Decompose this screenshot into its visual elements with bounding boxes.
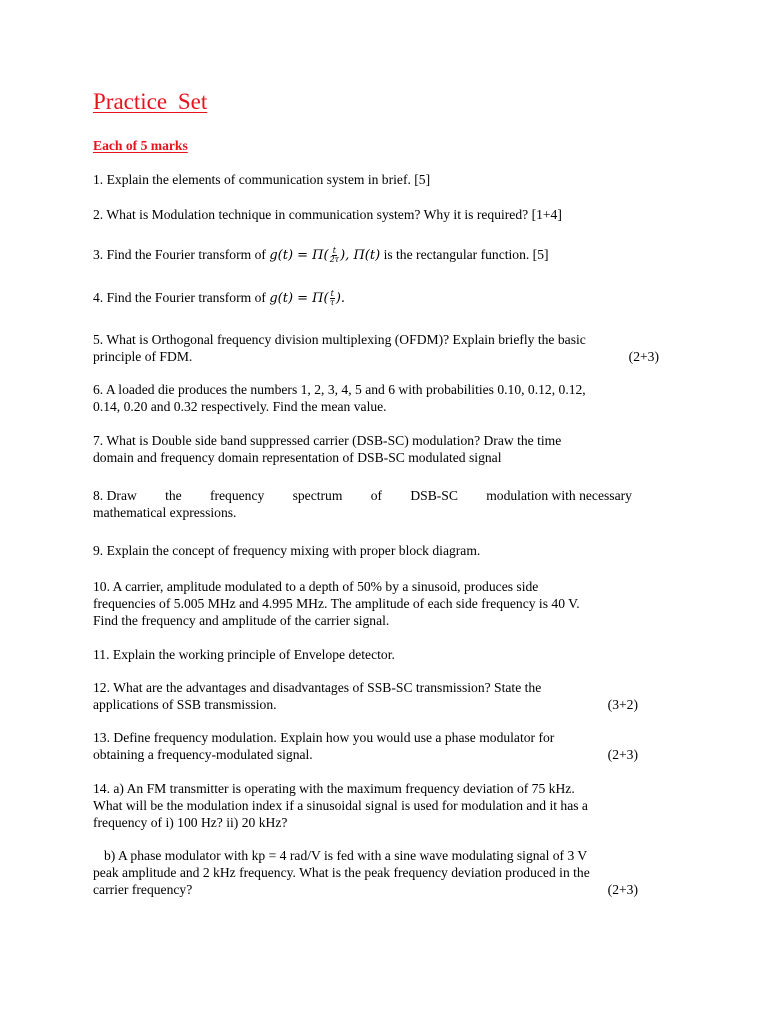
question-suffix: is the rectangular function. [5] bbox=[380, 247, 549, 262]
section-subtitle: Each of 5 marks bbox=[93, 138, 188, 153]
question-14b bbox=[93, 847, 659, 898]
question-line: domain and frequency domain representation of DSB-SC modulated signal bbox=[93, 450, 502, 465]
question-word: DSB-SC bbox=[410, 488, 458, 503]
formula-g: g(t) = Π( bbox=[269, 248, 329, 263]
marks-label: (2+3) bbox=[607, 747, 638, 762]
question-word: frequency bbox=[209, 488, 265, 503]
question-8 bbox=[93, 487, 659, 521]
question-line: 0.14, 0.20 and 0.32 respectively. Find the mean value. bbox=[93, 399, 387, 414]
fraction-denominator: 2τ bbox=[329, 255, 340, 265]
question-text: 2. What is Modulation technique in communication system? Why it is required? [1+4] bbox=[93, 207, 562, 222]
question-word: 8. Draw bbox=[93, 488, 137, 503]
formula-g: g(t) = Π( bbox=[269, 291, 329, 306]
question-text: 1. Explain the elements of communication system in brief. [5] bbox=[93, 172, 431, 187]
question-line: 5. What is Orthogonal frequency division multiplexing (OFDM)? Explain briefly the basic bbox=[93, 332, 586, 347]
question-13 bbox=[93, 729, 659, 763]
question-line: 14. a) An FM transmitter is operating with the maximum frequency deviation of 75 kHz. bbox=[93, 781, 575, 796]
marks-label: (3+2) bbox=[607, 697, 638, 712]
question-line: 13. Define frequency modulation. Explain how you would use a phase modulator for bbox=[93, 730, 555, 745]
fraction-numerator: t bbox=[332, 246, 336, 256]
question-line: mathematical expressions. bbox=[93, 505, 237, 520]
question-line: 7. What is Double side band suppressed carrier (DSB-SC) modulation? Draw the time bbox=[93, 433, 562, 448]
question-line: principle of FDM. bbox=[93, 349, 193, 364]
question-line: applications of SSB transmission. bbox=[93, 697, 277, 712]
question-line: 6. A loaded die produces the numbers 1, 2, 3, 4, 5 and 6 with probabilities 0.10, 0.12, 0.12, bbox=[93, 382, 586, 397]
question-10 bbox=[93, 578, 659, 629]
question-line: 12. What are the advantages and disadvantages of SSB-SC transmission? State the bbox=[93, 680, 542, 695]
marks-label: (2+3) bbox=[628, 349, 659, 364]
question-word: modulation with necessary bbox=[486, 488, 632, 503]
question-line: obtaining a frequency-modulated signal. bbox=[93, 747, 313, 762]
question-text: 9. Explain the concept of frequency mixing with proper block diagram. bbox=[93, 543, 481, 558]
question-text: 11. Explain the working principle of Envelope detector. bbox=[93, 647, 395, 662]
question-11 bbox=[93, 646, 659, 663]
question-12 bbox=[93, 679, 659, 713]
question-4 bbox=[93, 287, 659, 310]
formula-close: ), bbox=[340, 248, 350, 263]
fraction bbox=[330, 247, 340, 264]
question-word: of bbox=[370, 488, 383, 503]
page-title: Practice Set bbox=[93, 89, 208, 114]
fraction bbox=[330, 290, 335, 307]
question-9 bbox=[93, 542, 659, 559]
question-line: b) A phase modulator with kp = 4 rad/V is fed with a sine wave modulating signal of 3 V bbox=[104, 848, 588, 863]
question-word: the bbox=[165, 488, 182, 503]
fraction-numerator: t bbox=[330, 289, 334, 299]
question-3 bbox=[93, 244, 659, 267]
question-line: peak amplitude and 2 kHz frequency. What is the peak frequency deviation produced in the bbox=[93, 865, 590, 880]
question-line: carrier frequency? bbox=[93, 882, 193, 897]
question-7 bbox=[93, 432, 659, 466]
question-14a bbox=[93, 780, 659, 831]
formula-close: ). bbox=[335, 291, 346, 306]
question-line: frequencies of 5.005 MHz and 4.995 MHz. The amplitude of each side frequency is 40 V. bbox=[93, 596, 580, 611]
question-line: Find the frequency and amplitude of the carrier signal. bbox=[93, 613, 390, 628]
question-line: 10. A carrier, amplitude modulated to a depth of 50% by a sinusoid, produces side bbox=[93, 579, 539, 594]
question-prefix: 4. Find the Fourier transform of bbox=[93, 290, 270, 305]
formula-pi: Π(t) bbox=[349, 248, 381, 263]
question-6 bbox=[93, 381, 659, 415]
question-2 bbox=[93, 206, 659, 223]
fraction-denominator: τ bbox=[329, 298, 335, 308]
question-word: spectrum bbox=[292, 488, 343, 503]
question-1 bbox=[93, 171, 659, 188]
question-5 bbox=[93, 331, 659, 365]
marks-label: (2+3) bbox=[607, 882, 638, 897]
question-line: What will be the modulation index if a sinusoidal signal is used for modulation and it has a bbox=[93, 798, 588, 813]
question-prefix: 3. Find the Fourier transform of bbox=[93, 247, 270, 262]
question-line: frequency of i) 100 Hz? ii) 20 kHz? bbox=[93, 815, 288, 830]
